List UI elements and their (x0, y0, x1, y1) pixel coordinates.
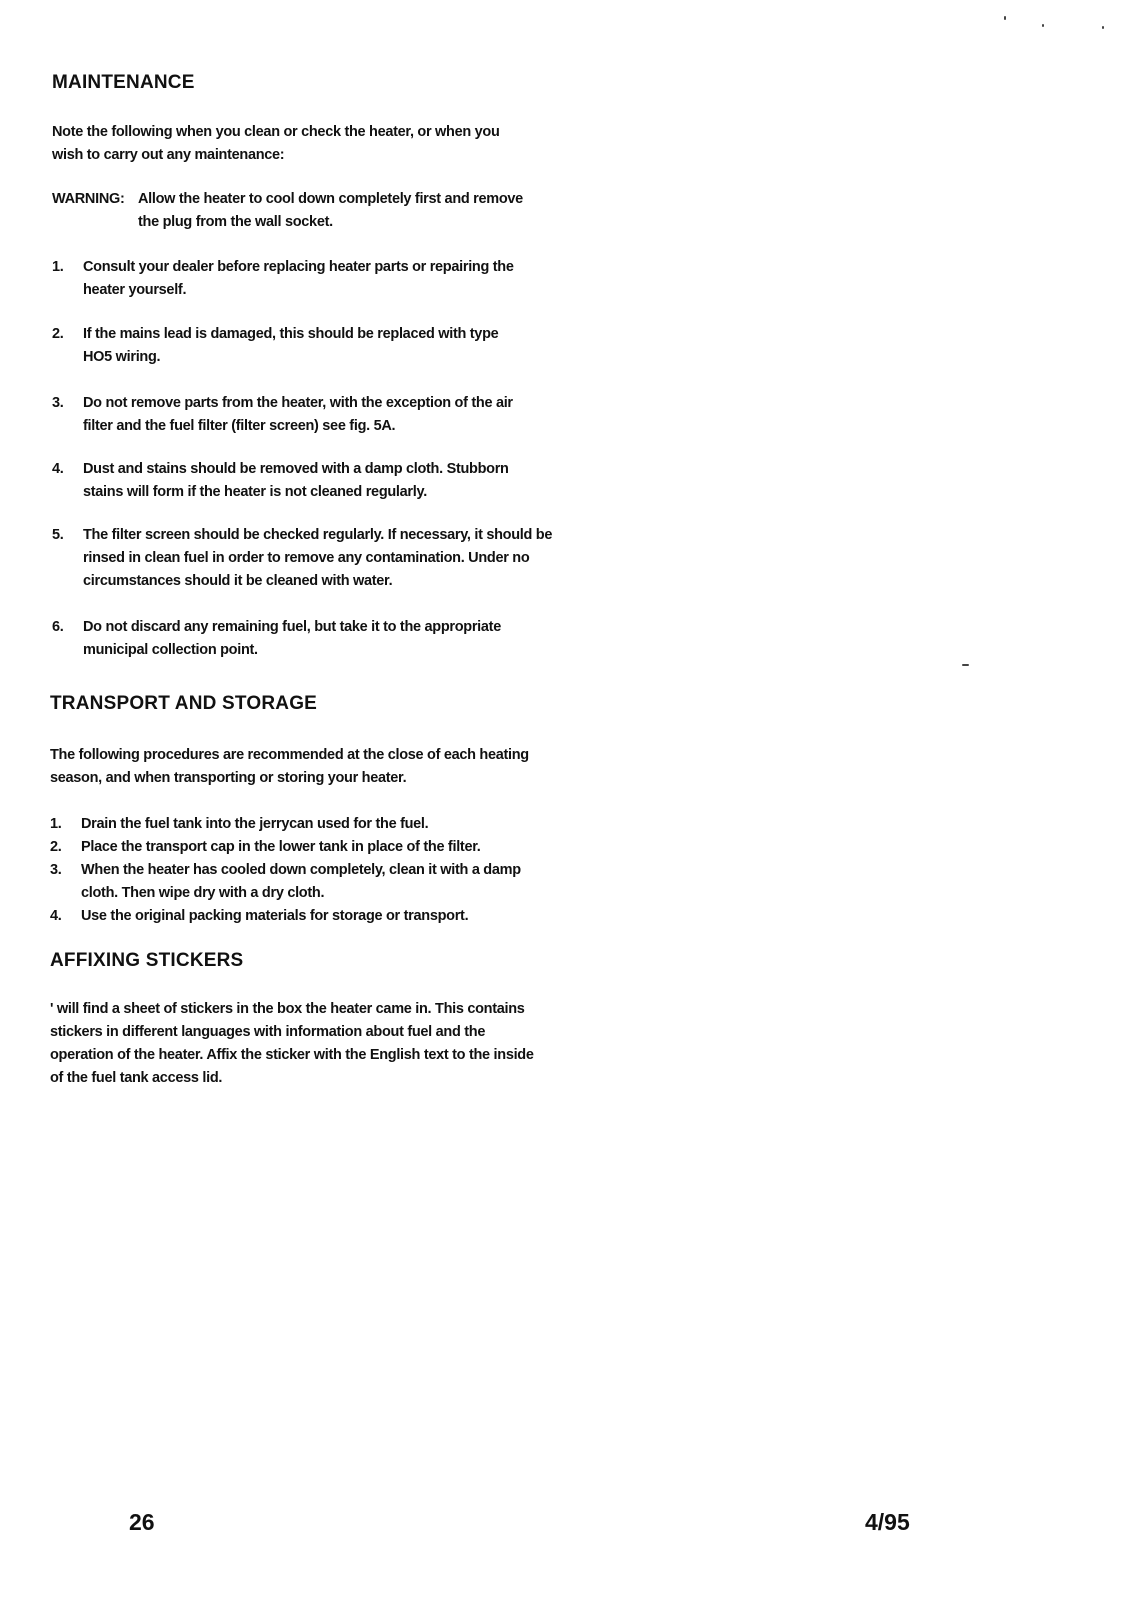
maintenance-heading: MAINTENANCE (52, 72, 195, 93)
scan-speck (962, 664, 969, 666)
item-text: Dust and stains should be removed with a damp cloth. Stubborn stains will form if the heater is not cleaned regularly. (83, 461, 509, 500)
transport-intro: The following procedures are recommended at the close of each heating season, and when transporting or storing your heater. (50, 747, 529, 786)
item-text: Use the original packing materials for storage or transport. (81, 908, 469, 924)
item-text: The filter screen should be checked regularly. If necessary, it should be rinsed in clean fuel in order to remove any contamination. Under no circumstances should it be cleaned with water. (83, 527, 553, 589)
warning-note (52, 188, 552, 238)
stickers-text: ' will find a sheet of stickers in the box the heater came in. This contains stickers in different languages with information about fuel and the operation of the heater. Affix the sticker with the English text to the inside of the fuel tank access lid. (50, 1001, 534, 1086)
item-text: Do not discard any remaining fuel, but take it to the appropriate municipal collection point. (83, 619, 501, 658)
item-text: Consult your dealer before replacing heater parts or repairing the heater yourself. (83, 259, 514, 298)
item-number: 3. (50, 862, 62, 878)
item-text: Drain the fuel tank into the jerrycan used for the fuel. (81, 816, 429, 832)
item-number: 6. (52, 619, 64, 635)
item-text: When the heater has cooled down completely, clean it with a damp cloth. Then wipe dry with a dry cloth. (81, 862, 521, 901)
item-number: 1. (52, 259, 64, 275)
item-number: 2. (50, 839, 62, 855)
transport-heading: TRANSPORT AND STORAGE (50, 693, 318, 714)
item-number: 4. (52, 461, 64, 477)
maintenance-intro: Note the following when you clean or check the heater, or when you wish to carry out any maintenance: (52, 124, 500, 163)
item-text: Place the transport cap in the lower tank in place of the filter. (81, 839, 481, 855)
item-text: Do not remove parts from the heater, with the exception of the air filter and the fuel filter (filter screen) see fig. 5A. (83, 395, 513, 434)
item-number: 3. (52, 395, 64, 411)
scan-speck (1042, 24, 1044, 27)
item-number: 1. (50, 816, 62, 832)
item-number: 2. (52, 326, 64, 342)
scan-speck (1004, 16, 1006, 20)
warning-label: WARNING: (52, 191, 125, 207)
stickers-heading: AFFIXING STICKERS (50, 950, 244, 971)
warning-text: Allow the heater to cool down completely first and remove the plug from the wall socket. (138, 191, 523, 230)
date-code: 4/95 (865, 1509, 910, 1535)
page-number: 26 (129, 1509, 155, 1535)
scan-speck (1102, 26, 1104, 29)
item-text: If the mains lead is damaged, this should be replaced with type HO5 wiring. (83, 326, 499, 365)
item-number: 4. (50, 908, 62, 924)
item-number: 5. (52, 527, 64, 543)
